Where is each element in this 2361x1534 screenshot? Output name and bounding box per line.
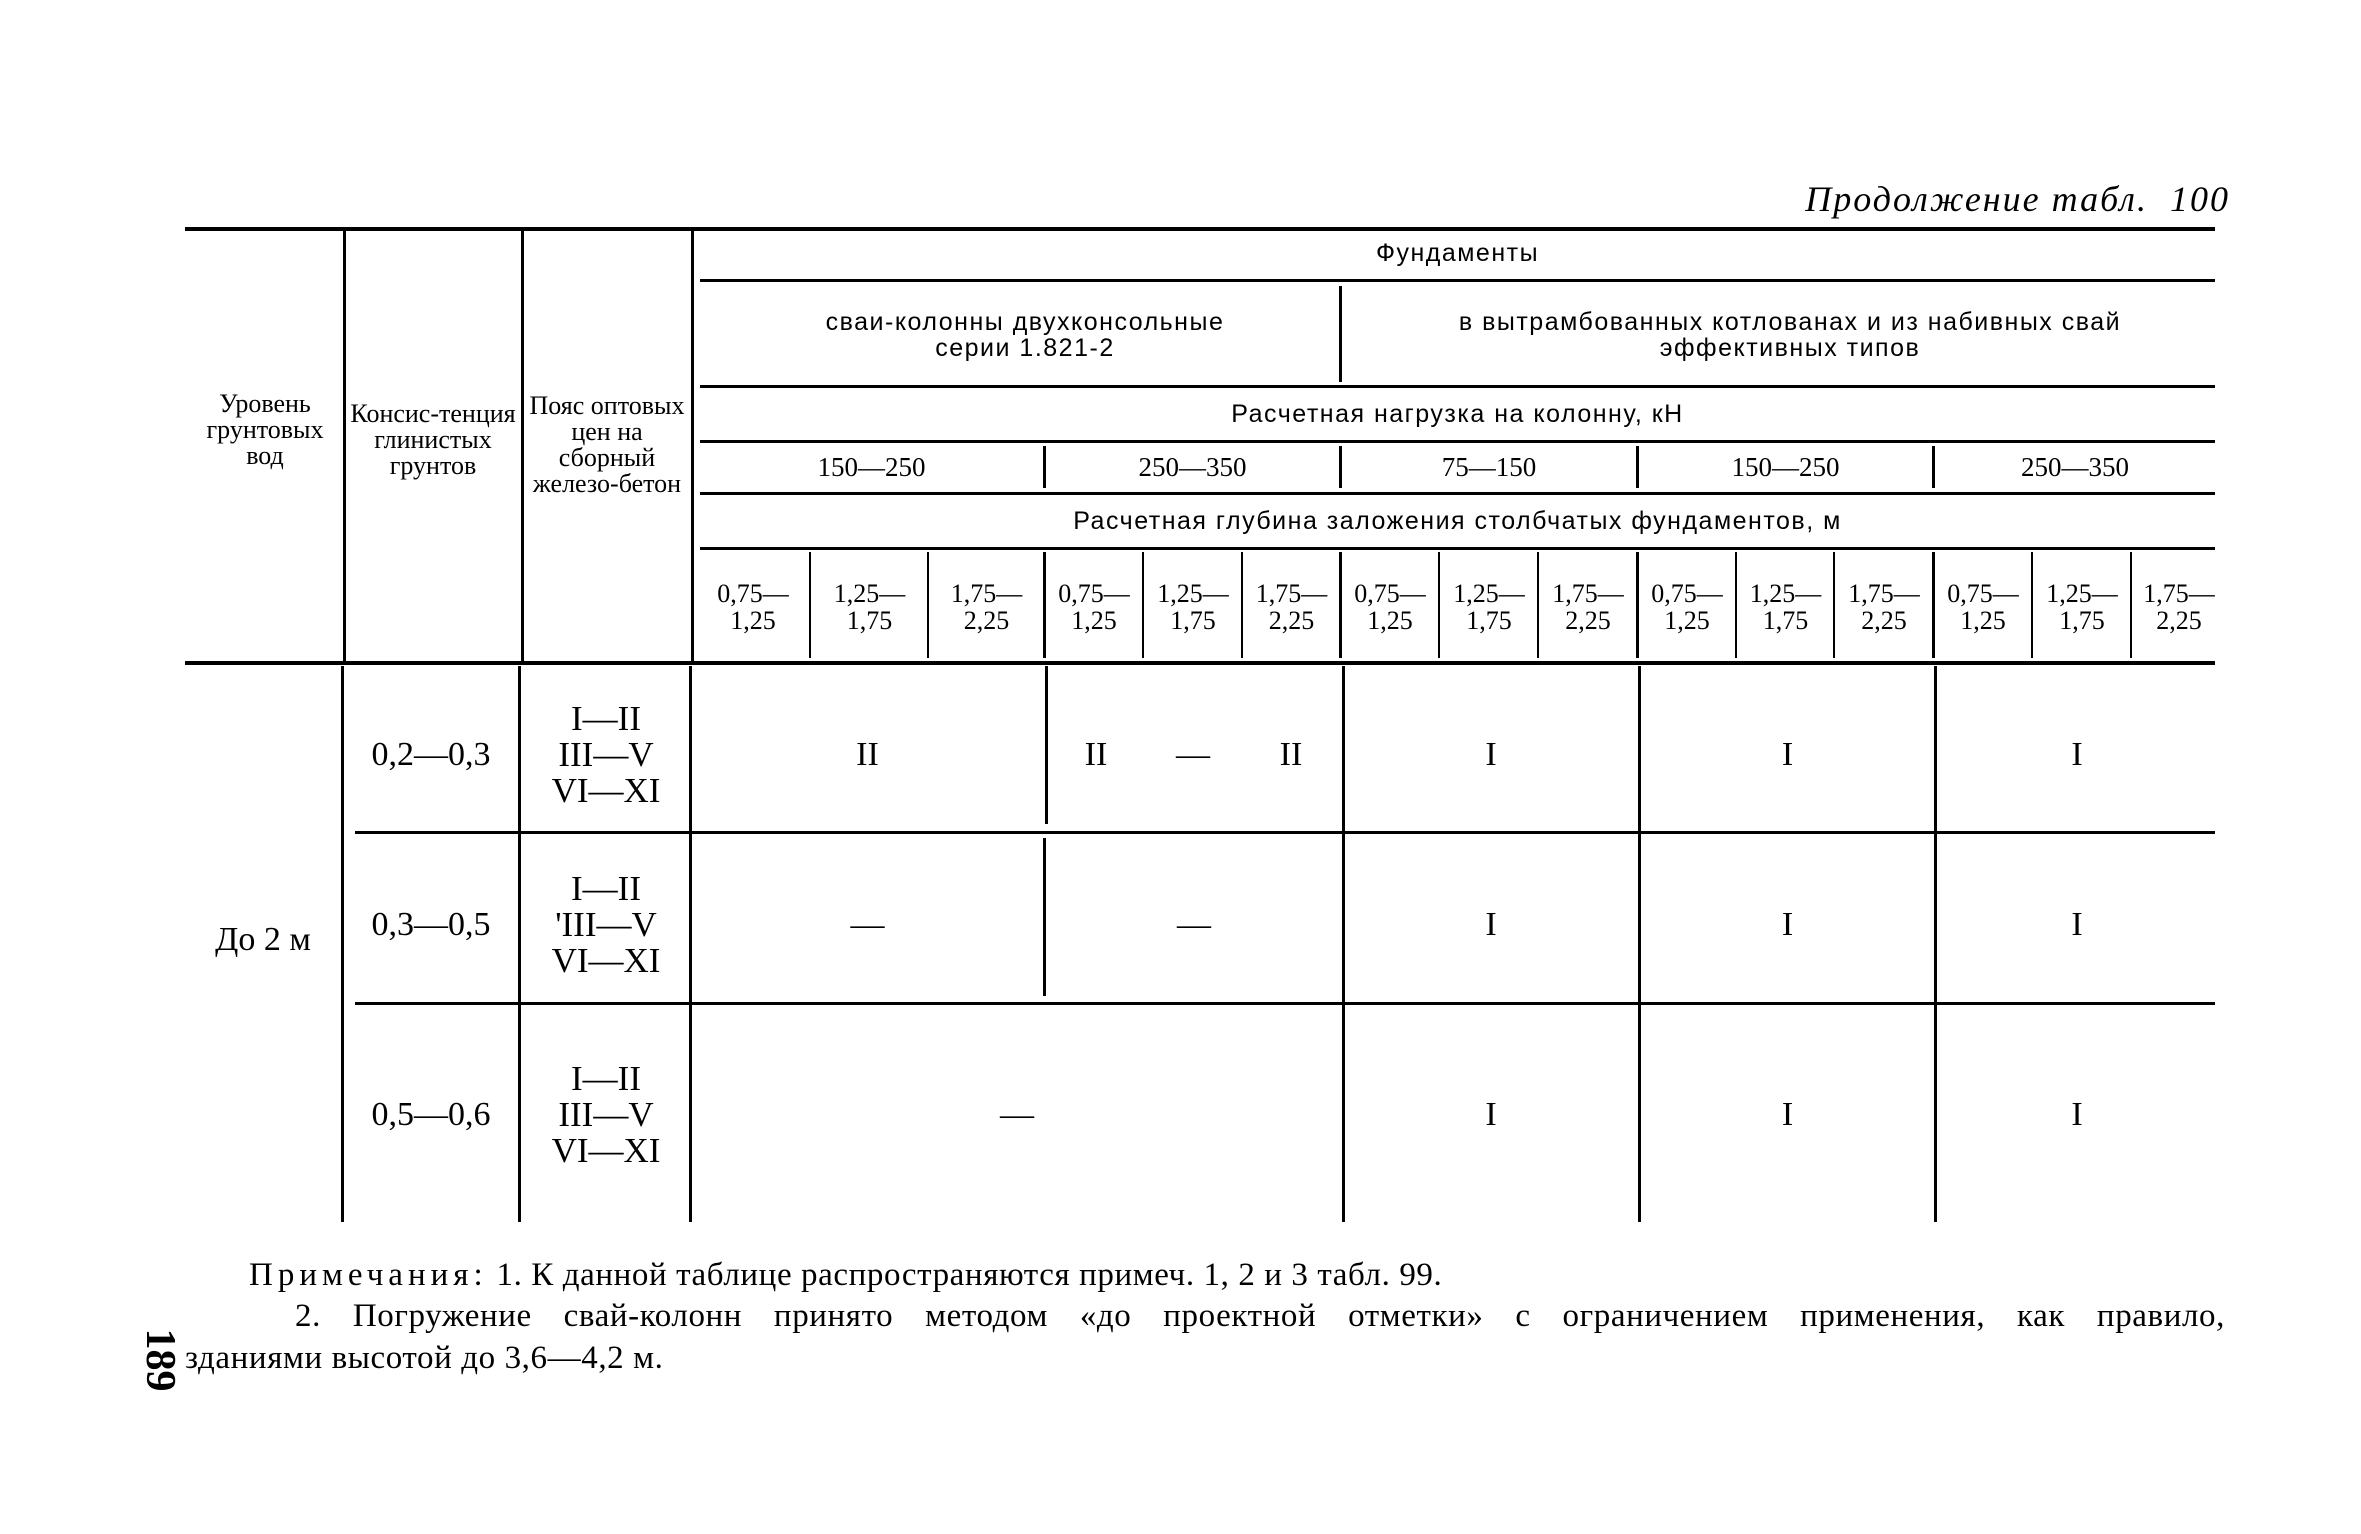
vline-depth-2 — [927, 552, 929, 658]
depth-col-13: 0,75— 1,25 — [1947, 578, 2019, 635]
depth-col-15: 1,75— 2,25 — [2143, 578, 2215, 635]
vline-stub-2 — [521, 229, 524, 661]
vline-depth-10 — [1735, 552, 1737, 658]
row2-load-2: — — [1177, 906, 1211, 944]
vline-stub-3 — [691, 229, 694, 661]
vline-group-divider — [1339, 286, 1342, 382]
note-2: 2. Погружение свай-колонн принято методом «до проектной отметки» с ограничением применения, как правило, — [295, 1298, 2225, 1335]
vline-body-stub-1 — [341, 666, 344, 1222]
row2-load-4: I — [1781, 906, 1794, 944]
header-consistency: Консис-тенция глинистых грунтов — [350, 399, 516, 480]
note-line-1 — [185, 1255, 2225, 1296]
load-range-3: 75—150 — [1441, 451, 1537, 482]
header-group-rammed-pits: в вытрамбованных котлованах и из набивных свай эффективных типов — [1458, 307, 2122, 362]
rule-below-foundations — [700, 279, 2215, 282]
rule-below-load — [700, 440, 2215, 443]
row1-load-5: I — [2071, 736, 2083, 774]
groundwater-level: До 2 м — [215, 921, 311, 959]
depth-col-7: 0,75— 1,25 — [1354, 578, 1426, 635]
vline-depth-1 — [809, 552, 811, 658]
table-notes — [185, 1255, 2225, 1379]
depth-col-12: 1,75— 2,25 — [1848, 578, 1920, 635]
caption-table-number: 100 — [2170, 179, 2230, 219]
row3-consistency: 0,5—0,6 — [371, 1096, 491, 1134]
row3-load-3: I — [1485, 1096, 1497, 1134]
row2-load-5: I — [2071, 906, 2083, 944]
header-group-pile-columns: сваи-колонны двухконсольные серии 1.821-2 — [825, 307, 1225, 362]
depth-col-10: 0,75— 1,25 — [1651, 578, 1723, 635]
row3-load-4: I — [1781, 1096, 1794, 1134]
row2-price-belts: I—II 'III—V VI—XI — [551, 869, 661, 980]
header-price-belt: Пояс оптовых цен на сборный железо-бетон — [529, 391, 685, 498]
row1-load-4: I — [1781, 736, 1794, 774]
load-range-2: 250—350 — [1138, 451, 1247, 482]
row2-load-3: I — [1485, 906, 1497, 944]
depth-col-6: 1,75— 2,25 — [1255, 578, 1328, 635]
depth-col-3: 1,75— 2,25 — [950, 578, 1023, 635]
row2-load-1: — — [850, 906, 885, 944]
depth-col-5: 1,25— 1,75 — [1157, 578, 1229, 635]
vline-depth-13 — [2031, 552, 2033, 658]
note-1: 1. К данной таблице распространяются примеч. 1, 2 и 3 табл. 99. — [496, 1257, 1443, 1293]
header-depth-title: Расчетная глубина заложения столбчатых фундаментов, м — [1073, 506, 1842, 535]
row2-consistency: 0,3—0,5 — [371, 906, 491, 944]
row1-load-3: I — [1485, 736, 1497, 774]
row1-load-2-depth-1: II — [1084, 736, 1108, 774]
rule-below-load-ranges — [700, 492, 2215, 495]
row3-price-belts: I—II III—V VI—XI — [551, 1059, 661, 1170]
note-2-continuation: зданиями высотой до 3,6—4,2 м. — [185, 1339, 664, 1376]
depth-col-9: 1,75— 2,25 — [1552, 578, 1624, 635]
caption-text: Продолжение табл. — [1805, 179, 2148, 219]
header-groundwater: Уровень грунтовых вод — [206, 389, 324, 470]
vline-depth-5 — [1241, 552, 1243, 658]
row1-consistency: 0,2—0,3 — [371, 736, 491, 774]
row1-load-2-depth-3: II — [1279, 736, 1303, 774]
depth-col-8: 1,25— 1,75 — [1453, 578, 1525, 635]
vline-depth-4 — [1142, 552, 1144, 658]
table-continuation-caption — [1760, 178, 2230, 220]
depth-col-14: 1,25— 1,75 — [2046, 578, 2118, 635]
row3-load-5: I — [2071, 1096, 2083, 1134]
vline-stub-1 — [343, 229, 346, 661]
depth-col-11: 1,25— 1,75 — [1749, 578, 1822, 635]
vline-depth-11 — [1833, 552, 1835, 658]
vline-depth-14 — [2130, 552, 2132, 658]
rule-below-groups — [700, 385, 2215, 388]
header-foundations: Фундаменты — [1375, 238, 1540, 267]
load-range-4: 150—250 — [1731, 451, 1840, 482]
row3-load-2: — — [1000, 1096, 1034, 1134]
row1-load-2-depth-2: — — [1176, 736, 1210, 774]
vline-depth-7 — [1438, 552, 1440, 658]
header-load: Расчетная нагрузка на колонну, кН — [1231, 399, 1684, 428]
vline-depth-8 — [1537, 552, 1539, 658]
notes-title: Примечания: — [249, 1257, 488, 1293]
page-number: 189 — [137, 1328, 183, 1392]
depth-col-2: 1,25— 1,75 — [833, 578, 906, 635]
rule-below-depth-title — [700, 547, 2215, 550]
vline-body-stub-2 — [518, 666, 521, 1222]
depth-col-4: 0,75— 1,25 — [1058, 578, 1130, 635]
row1-load-1: II — [856, 736, 879, 774]
depth-col-1: 0,75— 1,25 — [717, 578, 789, 635]
row1-price-belts: I—II III—V VI—XI — [551, 699, 661, 810]
header-bottom-rule — [185, 661, 2215, 665]
load-range-5: 250—350 — [2021, 451, 2129, 482]
load-range-1: 150—250 — [817, 451, 926, 482]
